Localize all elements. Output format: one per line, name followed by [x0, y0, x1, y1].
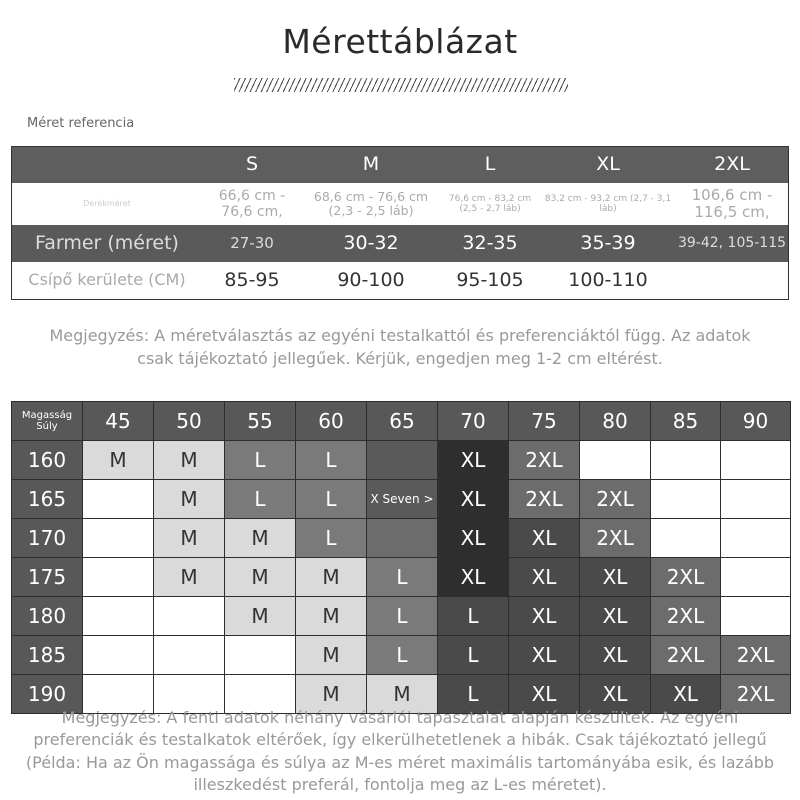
size-cell [721, 597, 791, 636]
size-cell: M [296, 558, 367, 597]
size-reference-table [11, 146, 789, 300]
size-cell [83, 558, 154, 597]
size-header-xl: XL [596, 153, 620, 176]
grid-row [12, 558, 791, 597]
size-cell [154, 636, 225, 675]
size-cell [721, 480, 791, 519]
size-cell [83, 519, 154, 558]
jeans-m: 30-32 [343, 231, 399, 254]
jeans-label: Farmer (méret) [35, 231, 179, 254]
size-cell: L [438, 636, 509, 675]
size-cell: M [296, 597, 367, 636]
weight-header: 85 [651, 402, 721, 441]
size-cell: L [367, 636, 438, 675]
size-cell: M [367, 675, 438, 714]
weight-header: 65 [367, 402, 438, 441]
size-cell: L [438, 675, 509, 714]
height-weight-grid [11, 401, 791, 714]
jeans-2xl: 39-42, 105-115 [677, 235, 787, 252]
hip-2xl [676, 262, 788, 299]
size-header-s: S [245, 153, 259, 176]
size-cell: M [225, 558, 296, 597]
size-cell: L [438, 597, 509, 636]
size-cell: 2XL [651, 636, 721, 675]
size-cell: XL [509, 636, 580, 675]
size-cell [367, 519, 438, 558]
waist-l: 76,6 cm - 83,2 cm (2,5 - 2,7 láb) [448, 193, 532, 214]
hip-s: 85-95 [224, 268, 280, 291]
corner-height-label: Magasság [21, 410, 73, 421]
size-cell: M [225, 597, 296, 636]
size-cell [83, 480, 154, 519]
size-cell: 2XL [509, 480, 580, 519]
size-cell [83, 636, 154, 675]
size-cell: XL [438, 519, 509, 558]
size-cell: XL [438, 480, 509, 519]
size-cell: L [296, 480, 367, 519]
waist-m: 68,6 cm - 76,6 cm (2,3 - 2,5 láb) [313, 188, 429, 218]
weight-header: 60 [296, 402, 367, 441]
grid-note: Megjegyzés: A fenti adatok néhány vásárlói tapasztalat alapján készültek. Az egyéni preferenciák és testalkatok eltérőek, így elkerülhetetlenek a hibák. Csak tájékoztató jellegű (Példa: Ha az Ön magassága és súlya az M-es méret maximális tartományába esik, és lazább illeszkedést preferál, fontolja meg az L-es méretet). [25, 708, 775, 795]
size-cell [721, 558, 791, 597]
size-cell: X Seven > [367, 480, 438, 519]
grid-corner [12, 402, 83, 441]
size-cell: M [83, 441, 154, 480]
weight-header: 80 [580, 402, 651, 441]
waist-xl: 83,2 cm - 93,2 cm (2,7 - 3,1 láb) [544, 193, 672, 214]
size-cell: M [154, 558, 225, 597]
size-cell: XL [580, 636, 651, 675]
hip-row [12, 262, 788, 299]
jeans-s: 27-30 [230, 233, 274, 252]
size-cell: XL [580, 675, 651, 714]
size-cell: XL [509, 675, 580, 714]
waist-length-row [12, 183, 788, 225]
size-header-corner [12, 147, 202, 183]
size-note: Megjegyzés: A méretválasztás az egyéni testalkattól és preferenciáktól függ. Az adatok csak tájékoztató jellegűek. Kérjük, engedjen meg 1-2 cm eltérést. [49, 326, 751, 369]
hip-label: Csípő kerülete (CM) [28, 270, 186, 290]
size-cell [721, 441, 791, 480]
size-header-l: L [484, 153, 496, 176]
weight-header: 70 [438, 402, 509, 441]
size-cell: XL [509, 597, 580, 636]
size-cell: 2XL [651, 597, 721, 636]
size-cell: L [225, 441, 296, 480]
page-title: Mérettáblázat [282, 22, 518, 61]
size-cell: M [154, 519, 225, 558]
weight-header: 50 [154, 402, 225, 441]
waist-s: 66,6 cm - 76,6 cm, [218, 187, 286, 220]
size-cell: 2XL [651, 558, 721, 597]
weight-header: 45 [83, 402, 154, 441]
size-cell: L [296, 441, 367, 480]
corner-weight-label: Súly [36, 421, 58, 432]
size-cell: XL [580, 558, 651, 597]
size-cell [651, 441, 721, 480]
size-cell: XL [580, 597, 651, 636]
size-cell: 2XL [721, 636, 791, 675]
size-cell: L [367, 597, 438, 636]
height-header: 185 [12, 636, 83, 675]
height-header: 170 [12, 519, 83, 558]
height-header: 160 [12, 441, 83, 480]
size-cell: XL [509, 558, 580, 597]
size-cell [367, 441, 438, 480]
waist-2xl: 106,6 cm - 116,5 cm, [691, 185, 773, 221]
size-header-row [12, 147, 788, 183]
size-cell: XL [509, 519, 580, 558]
weight-header: 90 [721, 402, 791, 441]
section-subtitle: Méret referencia [27, 116, 135, 131]
hip-l: 95-105 [456, 268, 524, 291]
hip-m: 90-100 [337, 268, 405, 291]
height-header: 190 [12, 675, 83, 714]
size-cell: M [296, 636, 367, 675]
grid-row [12, 519, 791, 558]
size-cell: M [225, 519, 296, 558]
size-cell: L [296, 519, 367, 558]
size-cell [721, 519, 791, 558]
size-cell [225, 636, 296, 675]
size-cell: M [154, 441, 225, 480]
weight-header: 75 [509, 402, 580, 441]
waist-label: Derékméret [83, 199, 131, 209]
size-cell: XL [438, 558, 509, 597]
size-cell: 2XL [721, 675, 791, 714]
title-divider [234, 78, 568, 92]
size-cell [83, 597, 154, 636]
grid-row [12, 636, 791, 675]
size-cell: 2XL [580, 519, 651, 558]
size-cell: M [154, 480, 225, 519]
size-cell: 2XL [580, 480, 651, 519]
grid-row [12, 441, 791, 480]
grid-row [12, 597, 791, 636]
size-cell [651, 480, 721, 519]
grid-header-row [12, 402, 791, 441]
size-cell: L [367, 558, 438, 597]
size-cell: XL [651, 675, 721, 714]
hip-xl: 100-110 [568, 268, 648, 291]
size-cell [651, 519, 721, 558]
height-header: 165 [12, 480, 83, 519]
size-cell: M [296, 675, 367, 714]
height-header: 175 [12, 558, 83, 597]
size-header-m: M [362, 153, 380, 176]
grid-row [12, 480, 791, 519]
size-cell [154, 597, 225, 636]
size-cell: XL [438, 441, 509, 480]
size-cell: 2XL [509, 441, 580, 480]
jeans-xl: 35-39 [580, 231, 636, 254]
size-cell: L [225, 480, 296, 519]
size-cell [580, 441, 651, 480]
height-header: 180 [12, 597, 83, 636]
jeans-l: 32-35 [462, 231, 518, 254]
jeans-size-row [12, 225, 788, 262]
size-header-2xl: 2XL [714, 153, 750, 176]
weight-header: 55 [225, 402, 296, 441]
